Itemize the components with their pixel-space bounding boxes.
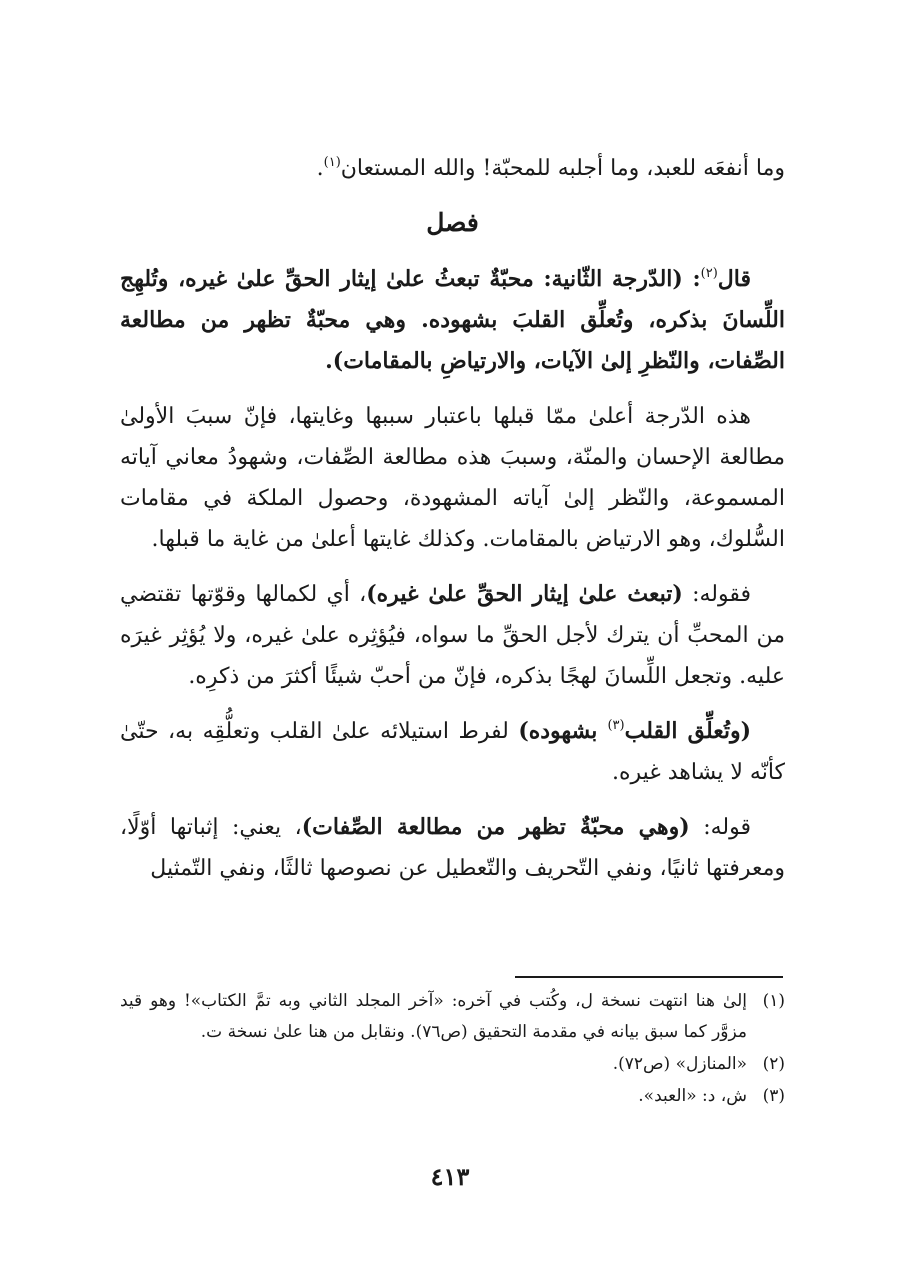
footnote-number: (١) <box>762 991 785 1011</box>
paragraph-2-quote: (تبعث علىٰ إيثار الحقِّ علىٰ غيره) <box>366 581 683 607</box>
paragraph-2-text: ، أي لكمالها وقوّتها تقتضي من المحبِّ أن يترك لأجل الحقِّ ما سواه، فيُؤثِره علىٰ غيره، ولا يُؤثِر غيرَه عليه. وتجعل اللِّسانَ لهجًا بذكره، فإنّ من أحبّ شيئًا أكثرَ من ذكرِه. <box>120 582 785 689</box>
paragraph-1: هذه الدّرجة أعلىٰ ممّا قبلها باعتبار سببها وغايتها، فإنّ سببَ الأولىٰ مطالعة الإحسان والمنّة، وسببَ هذه مطالعة الصِّفات، وشهودُ معاني آياته المسموعة، والنّظر إلىٰ آياته المشهودة، وحصول الملكة في مقامات السُّلوك، وهو الارتياض بالمقامات. وكذلك غايتها أعلىٰ من غاية ما قبلها. <box>120 404 785 552</box>
section-heading: فصل <box>426 208 479 237</box>
page-body <box>120 148 785 889</box>
footnote-divider <box>515 976 783 978</box>
footnote-ref-3: (٣) <box>607 718 625 733</box>
footnote-item <box>120 1049 785 1080</box>
footnotes <box>120 986 785 1113</box>
paragraph-4-text: ، يعني: إثباتها أوّلًا، ومعرفتها ثانيًا، ونفي التّحريف والتّعطيل عن نصوصها ثالثًا، ونفي التّمثيل <box>120 815 785 881</box>
footnote-number: (٢) <box>762 1054 785 1074</box>
paragraph-3-text: لفرط استيلائه علىٰ القلب وتعلُّقِه به، حتّىٰ كأنّه لا يشاهد غيره. <box>120 719 785 785</box>
footnote-number: (٣) <box>762 1086 785 1106</box>
quote-body: (الدّرجة الثّانية: محبّةٌ تبعثُ علىٰ إيثار الحقِّ علىٰ غيره، وتُلهِج اللِّسانَ بذكره، وتُعلِّق القلبَ بشهوده. وهي محبّةٌ تظهر من مطالعة الصِّفات، والنّظرِ إلىٰ الآيات، والارتياضِ بالمقامات). <box>120 266 785 374</box>
paragraph-3 <box>120 711 785 793</box>
paragraph-4-intro: قوله: <box>689 815 751 840</box>
paragraph-4 <box>120 807 785 889</box>
footnote-item <box>120 986 785 1048</box>
footnote-text: إلىٰ هنا انتهت نسخة ل، وكُتب في آخره: «آخر المجلد الثاني وبه تمَّ الكتاب»! وهو قيد مزوَّر كما سبق بيانه في مقدمة التحقيق (ص٧٦). ونقابل من هنا علىٰ نسخة ت. <box>120 991 747 1042</box>
quote-label: قال <box>717 266 751 292</box>
paragraph-3-quote: (وتُعلِّق القلب <box>624 718 751 744</box>
paragraph-2 <box>120 574 785 697</box>
footnote-ref-1: (١) <box>323 155 341 170</box>
paragraph-4-quote: (وهي محبّةٌ تظهر من مطالعة الصِّفات) <box>301 814 690 840</box>
quoted-text <box>120 259 785 382</box>
footnote-ref-2: (٢) <box>700 266 718 281</box>
quote-colon: : <box>692 266 701 292</box>
paragraph-3-quote-end: بشهوده) <box>518 718 608 744</box>
opening-text: وما أنفعَه للعبد، وما أجلبه للمحبّة! والله المستعان <box>340 156 785 181</box>
opening-end: . <box>316 156 324 181</box>
footnote-item <box>120 1081 785 1112</box>
footnote-text: ش، د: «العبد». <box>638 1086 747 1106</box>
opening-line <box>120 148 785 189</box>
page-number: ٤١٣ <box>430 1162 470 1191</box>
paragraph-2-intro: فقوله: <box>682 582 751 607</box>
footnote-text: «المنازل» (ص٧٢). <box>612 1054 747 1074</box>
